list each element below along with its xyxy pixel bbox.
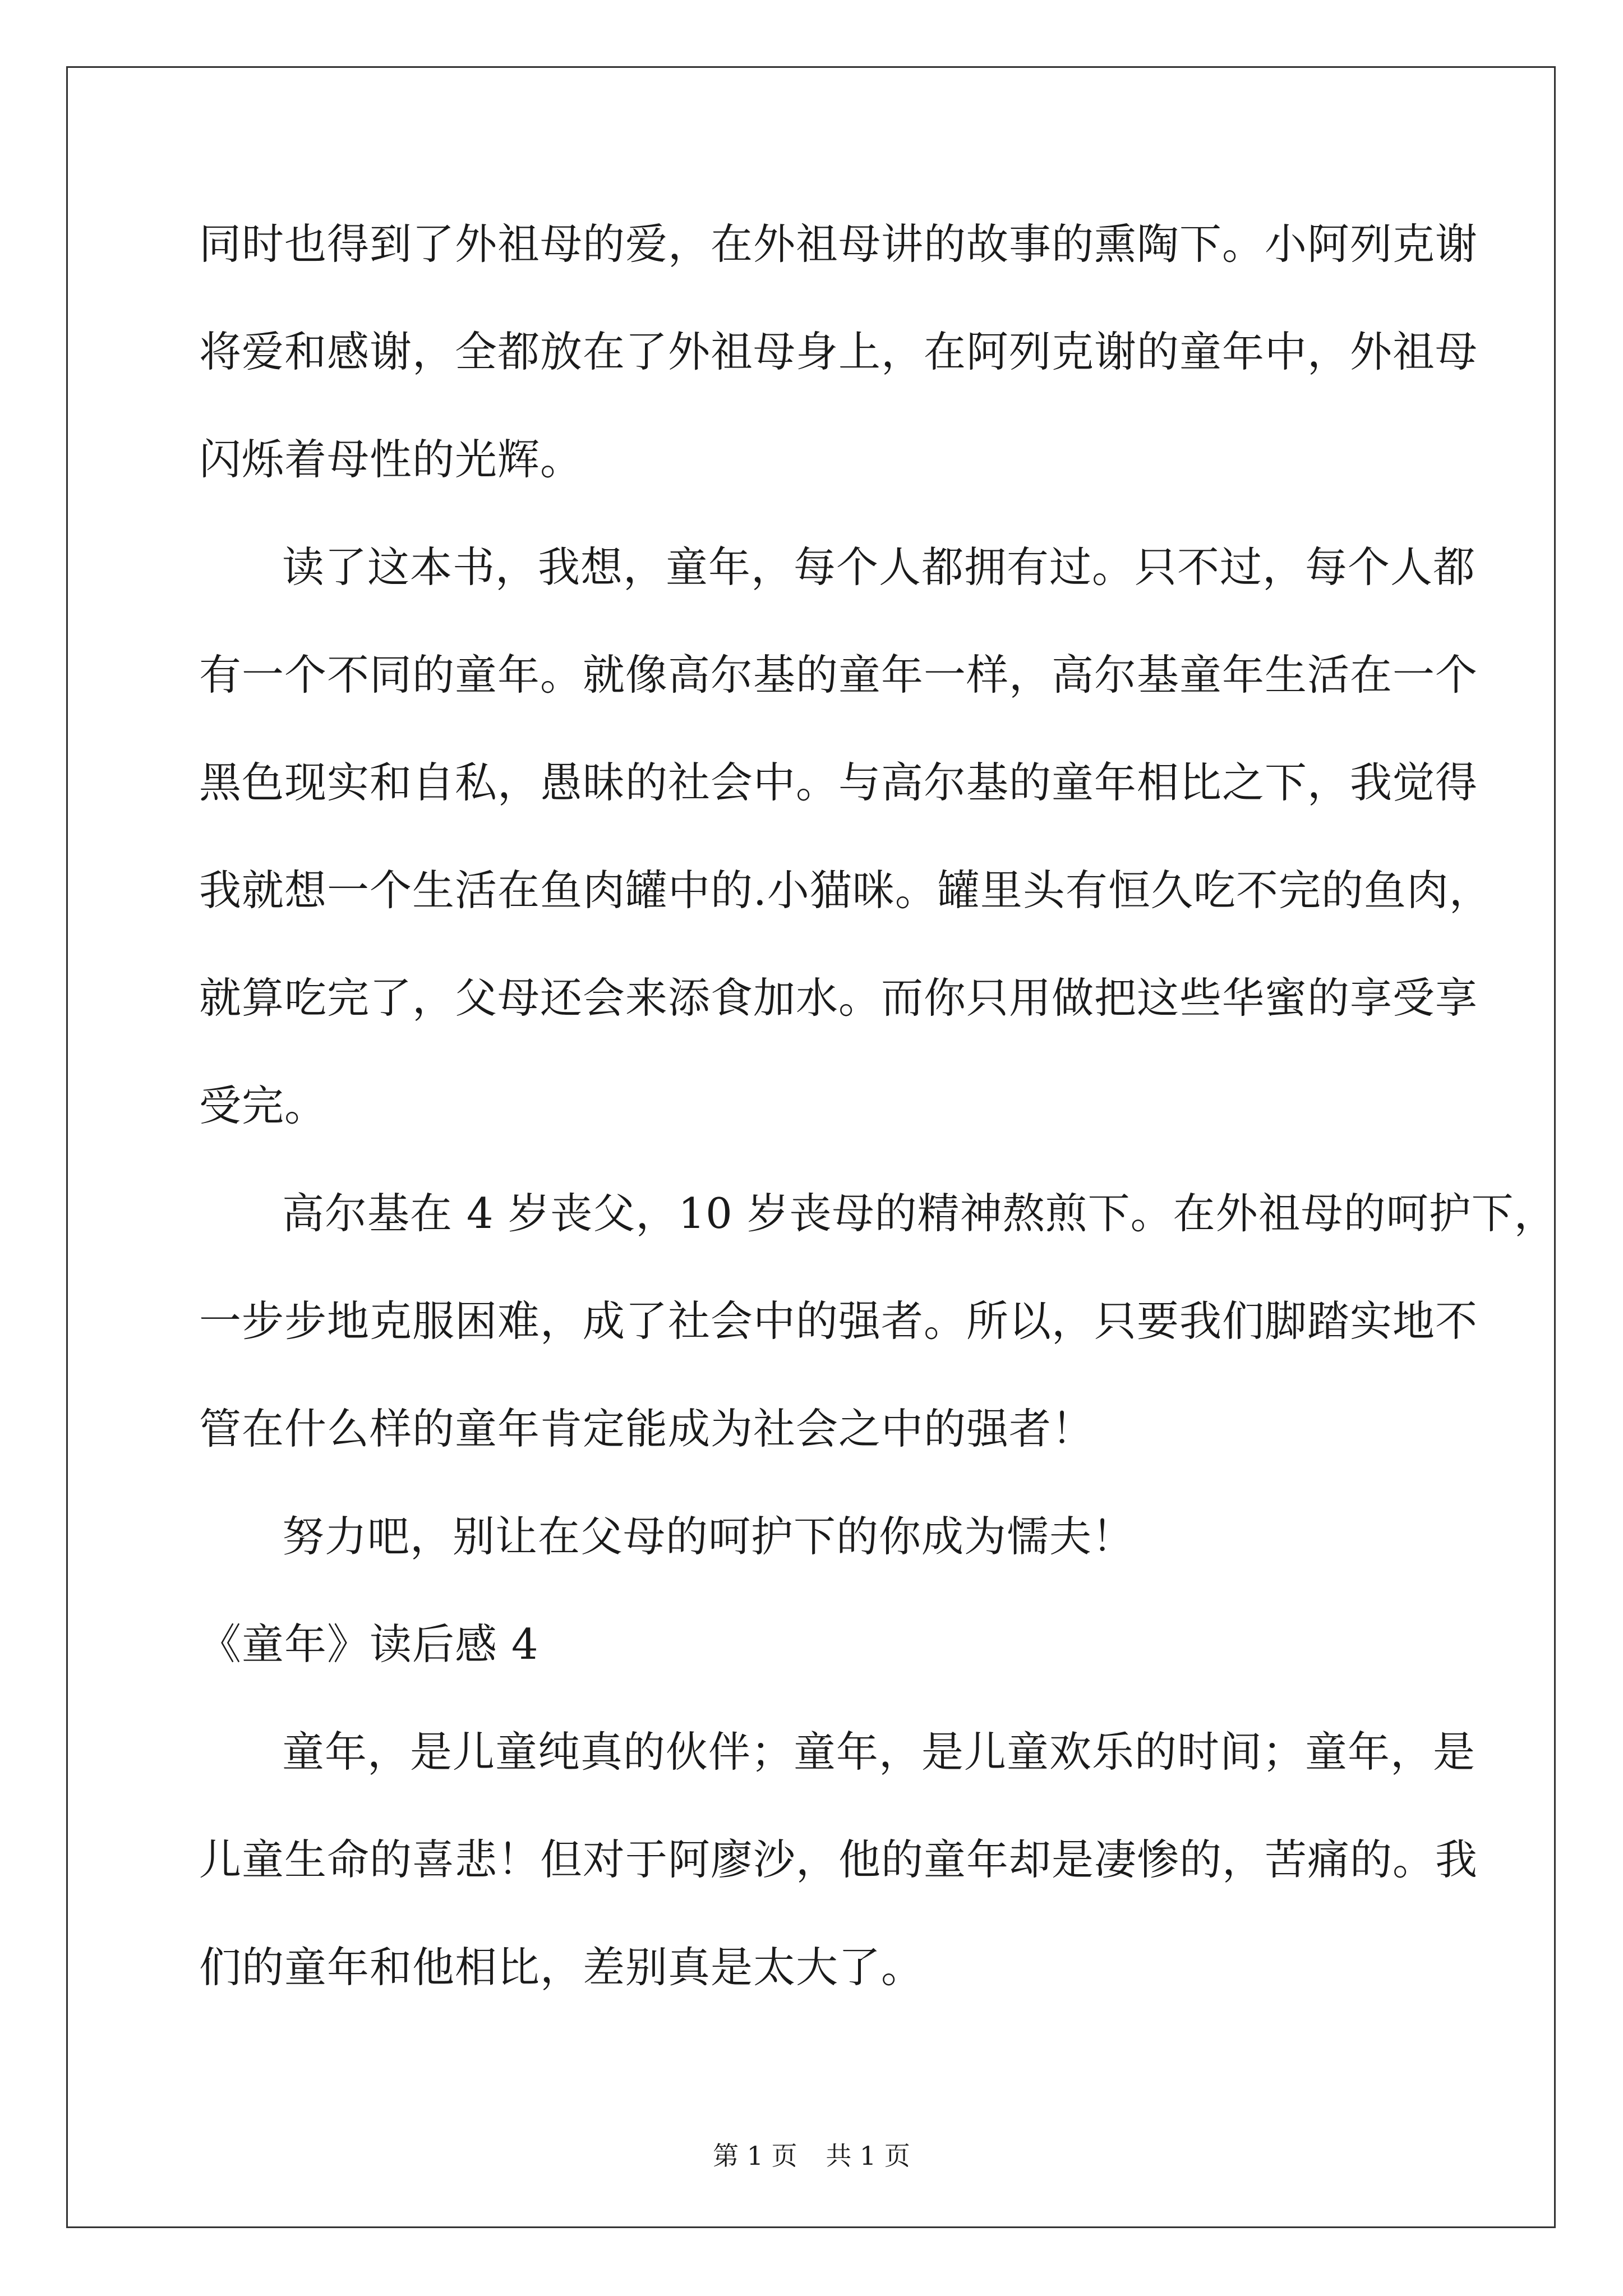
- text-line: 闪烁着母性的光辉。: [199, 435, 583, 484]
- text-line: 读了这本书，我想，童年，每个人都拥有过。只不过，每个人都: [282, 542, 1476, 592]
- text-line: 们的童年和他相比，差别真是太大了。: [199, 1943, 924, 1992]
- page-number-current: 第 1 页: [713, 2141, 797, 2171]
- text-line: 一步步地克服困难，成了社会中的强者。所以，只要我们脚踏实地不: [199, 1296, 1478, 1346]
- section-heading: 《童年》读后感 4: [199, 1619, 539, 1669]
- page-frame: [66, 66, 1556, 2228]
- text-line: 高尔基在 4 岁丧父，10 岁丧母的精神熬煎下。在外祖母的呵护下，: [282, 1189, 1557, 1238]
- text-line: 有一个不同的童年。就像高尔基的童年一样，高尔基童年生活在一个: [199, 650, 1478, 700]
- text-line: 管在什么样的童年肯定能成为社会之中的强者！: [199, 1404, 1095, 1453]
- text-line: 将爱和感谢，全都放在了外祖母身上，在阿列克谢的童年中，外祖母: [199, 327, 1478, 376]
- text-line: 同时也得到了外祖母的爱，在外祖母讲的故事的熏陶下。小阿列克谢: [199, 219, 1478, 269]
- text-line: 黑色现实和自私，愚昧的社会中。与高尔基的童年相比之下，我觉得: [199, 758, 1478, 807]
- text-line: 我就想一个生活在鱼肉罐中的.小猫咪。罐里头有恒久吃不完的鱼肉，: [199, 866, 1492, 915]
- text-line: 受完。: [199, 1081, 328, 1130]
- text-line: 就算吃完了，父母还会来添食加水。而你只用做把这些华蜜的享受享: [199, 973, 1478, 1023]
- page-number-total: 共 1 页: [826, 2141, 910, 2171]
- text-line: 努力吧，别让在父母的呵护下的你成为懦夫！: [282, 1512, 1135, 1561]
- page-footer: [0, 2139, 1623, 2173]
- text-line: 儿童生命的喜悲！但对于阿廖沙，他的童年却是凄惨的，苦痛的。我: [199, 1835, 1478, 1884]
- text-line: 童年，是儿童纯真的伙伴；童年，是儿童欢乐的时间；童年，是: [282, 1727, 1476, 1777]
